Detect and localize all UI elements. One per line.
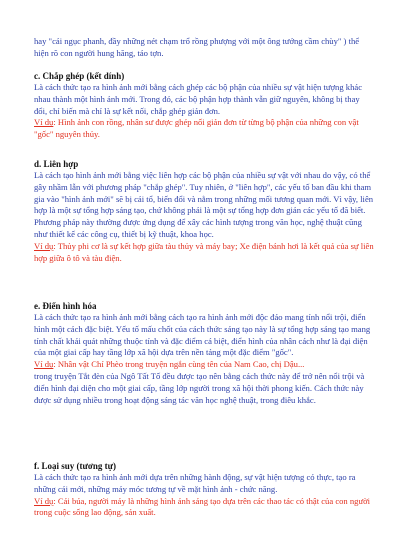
example-label: Ví dụ — [34, 117, 54, 128]
intro-text: hay "cái ngục phanh, đầy những nét chạm trổ rồng phượng với một ông tướng cầm chùy" ) thể hiện rõ con người hung hăng, táo tợn. — [34, 36, 360, 58]
example-label: Ví dụ — [34, 495, 54, 506]
section-example — [34, 241, 374, 265]
section-loai-suy — [34, 460, 374, 519]
section-heading: d. Liên hợp — [34, 159, 79, 169]
section-heading: c. Chắp ghép (kết dính) — [34, 71, 125, 81]
section-heading: e. Điển hình hóa — [34, 301, 97, 311]
section-body: Là cách thức tạo ra hình ảnh mới dựa trên những hành động, sự vật hiện tượng có thực, tạo ra những cái mới, những máy móc tương tự về mặt hình ảnh - chức năng. — [34, 472, 356, 494]
example-text: : Thủy phi cơ là sự kết hợp giữa tàu thủy và máy bay; Xe điện bánh hơi là kết quả của sự liên hợp giữa ô tô và tàu điện. — [34, 240, 374, 263]
example-text: : Cái búa, người máy là những hình ảnh sáng tạo dựa trên các thao tác có thật của con người trong cuộc sống lao động, sản xuất. — [34, 495, 371, 518]
section-example-continued: trong truyện Tắt đèn của Ngô Tất Tố đều được tạo nên bằng cách thức này để trở nên nổi trội và điển hình đại diện cho một giai cấp, tầng lớp người trong xã hội thời phong kiến. Cách thức này được sử dụng nhiều trong hoạt động sáng tác văn học nghệ thuật, trong điêu khắc. — [34, 370, 365, 405]
section-heading: f. Loại suy (tương tự) — [34, 461, 117, 471]
example-text: : Hình ảnh con rồng, nhân sư được ghép nối giản đơn từ từng bộ phận của những con vật "gốc" nguyên thủy. — [34, 117, 359, 140]
section-dien-hinh-hoa — [34, 300, 374, 406]
example-label: Ví dụ — [34, 359, 54, 370]
section-lien-hop — [34, 158, 374, 264]
section-body: Là cách tạo hình ảnh mới bằng việc liên hợp các bộ phận của nhiều sự vật với nhau do vậy, có thể gây nhầm lẫn với phương pháp "chắp ghép". Tuy nhiên, ở "liên hợp", các yếu tố ban đầu khi tham gia vào "hình ảnh mới" sẽ bị cải tổ, biến đổi và nằm trong những mối tương quan mới. Vì vậy, liên hợp là một sự tổng hợp sáng tạo, chứ không phải là một sự tổng hợp đơn giản các yếu tố đã biết. Phương pháp này thường được ứng dụng để xây các hình tượng trong văn học, nghệ thuật cũng như thiết kế các công cụ, thiết bị kỹ thuật, khoa học. — [34, 170, 374, 239]
section-example — [34, 117, 374, 141]
example-label: Ví dụ — [34, 240, 54, 251]
section-body: Là cách thức tạo ra hình ảnh mới bằng cách tạo ra hình ảnh mới độc đáo mang tính nổi trội, điển hình một cách đặc biệt. Yếu tố mấu chốt của cách thức sáng tạo này là sự tổng hợp sáng tạo mang tính chất khái quát những thuộc tính và đặc điểm cá biệt, điển hình của nhân cách như là đại diện của một giai cấp hay tầng lớp xã hội dựa trên nền tảng một đặc điểm "gốc". — [34, 312, 371, 358]
section-body: Là cách thức tạo ra hình ảnh mới bằng cách ghép các bộ phận của nhiều sự vật hiện tượng khác nhau thành một hình ảnh mới. Trong đó, các bộ phận hợp thành vẫn giữ nguyên, không bị thay đổi, chỉ biến mà chỉ là sự kết nối, chắp ghép giản đơn. — [34, 82, 363, 116]
section-chap-ghep — [34, 70, 374, 141]
section-example — [34, 359, 374, 371]
section-example — [34, 496, 374, 520]
example-text: : Nhân vật Chí Phèo trong truyện ngắn cùng tên của Nam Cao, chị Dậu... — [53, 359, 305, 370]
intro-paragraph — [34, 36, 374, 60]
